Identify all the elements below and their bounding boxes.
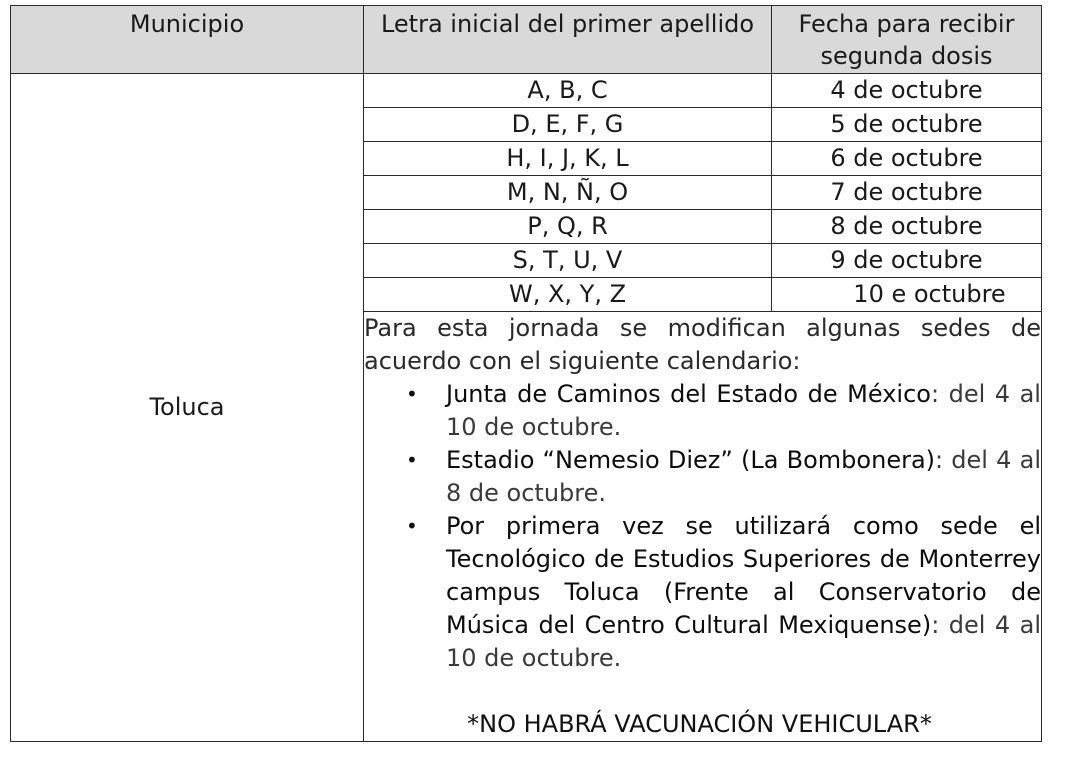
- site-dates: : del 4 al 10 de octubre.: [446, 611, 1041, 672]
- site-dates: : del 4 al 10 de octubre.: [446, 380, 1041, 441]
- letters-cell: A, B, C: [364, 74, 772, 108]
- letters-cell: D, E, F, G: [364, 108, 772, 142]
- header-municipio: Municipio: [11, 6, 364, 74]
- letters-cell: W, X, Y, Z: [364, 278, 772, 312]
- date-cell: 4 de octubre: [772, 74, 1042, 108]
- header-fecha-line2: segunda dosis: [820, 42, 993, 70]
- vaccination-schedule-table: [10, 5, 1042, 742]
- date-cell: 5 de octubre: [772, 108, 1042, 142]
- letters-cell: S, T, U, V: [364, 244, 772, 278]
- notes-cell: [364, 312, 1042, 742]
- date-cell: 7 de octubre: [772, 176, 1042, 210]
- no-vehicle-vaccination-note: *NO HABRÁ VACUNACIÓN VEHICULAR*: [467, 710, 932, 738]
- date-cell: 6 de octubre: [772, 142, 1042, 176]
- date-cell: 9 de octubre: [772, 244, 1042, 278]
- sites-list: [364, 378, 1041, 675]
- header-letra-inicial: Letra inicial del primer apellido: [364, 6, 772, 74]
- municipio-cell: Toluca: [11, 74, 364, 742]
- table-header-row: [11, 6, 1042, 74]
- table-row: [11, 74, 1042, 108]
- site-name: Por primera vez se utilizará como sede el Tecnológico de Estudios Superiores de Monterrey campus Toluca (Frente al Conservatorio de Música del Centro Cultural Mexiquense): [446, 512, 1041, 639]
- site-name: Junta de Caminos del Estado de México: [446, 380, 931, 408]
- site-name: Estadio “Nemesio Diez” (La Bombonera): [446, 446, 936, 474]
- date-cell: 8 de octubre: [772, 210, 1042, 244]
- notes-intro: Para esta jornada se modifican algunas sedes de acuerdo con el siguiente calendario:: [364, 314, 1041, 375]
- list-item: [364, 378, 1041, 444]
- header-fecha-line1: Fecha para recibir: [798, 10, 1015, 38]
- site-dates: : del 4 al 8 de octubre.: [446, 446, 1041, 507]
- date-cell: 10 e octubre: [772, 278, 1042, 312]
- letters-cell: P, Q, R: [364, 210, 772, 244]
- bullet-icon: •: [406, 448, 418, 472]
- letters-cell: H, I, J, K, L: [364, 142, 772, 176]
- bullet-icon: •: [406, 514, 418, 538]
- bullet-icon: •: [406, 382, 418, 406]
- letters-cell: M, N, Ñ, O: [364, 176, 772, 210]
- list-item: [364, 510, 1041, 675]
- header-fecha: [772, 6, 1042, 74]
- list-item: [364, 444, 1041, 510]
